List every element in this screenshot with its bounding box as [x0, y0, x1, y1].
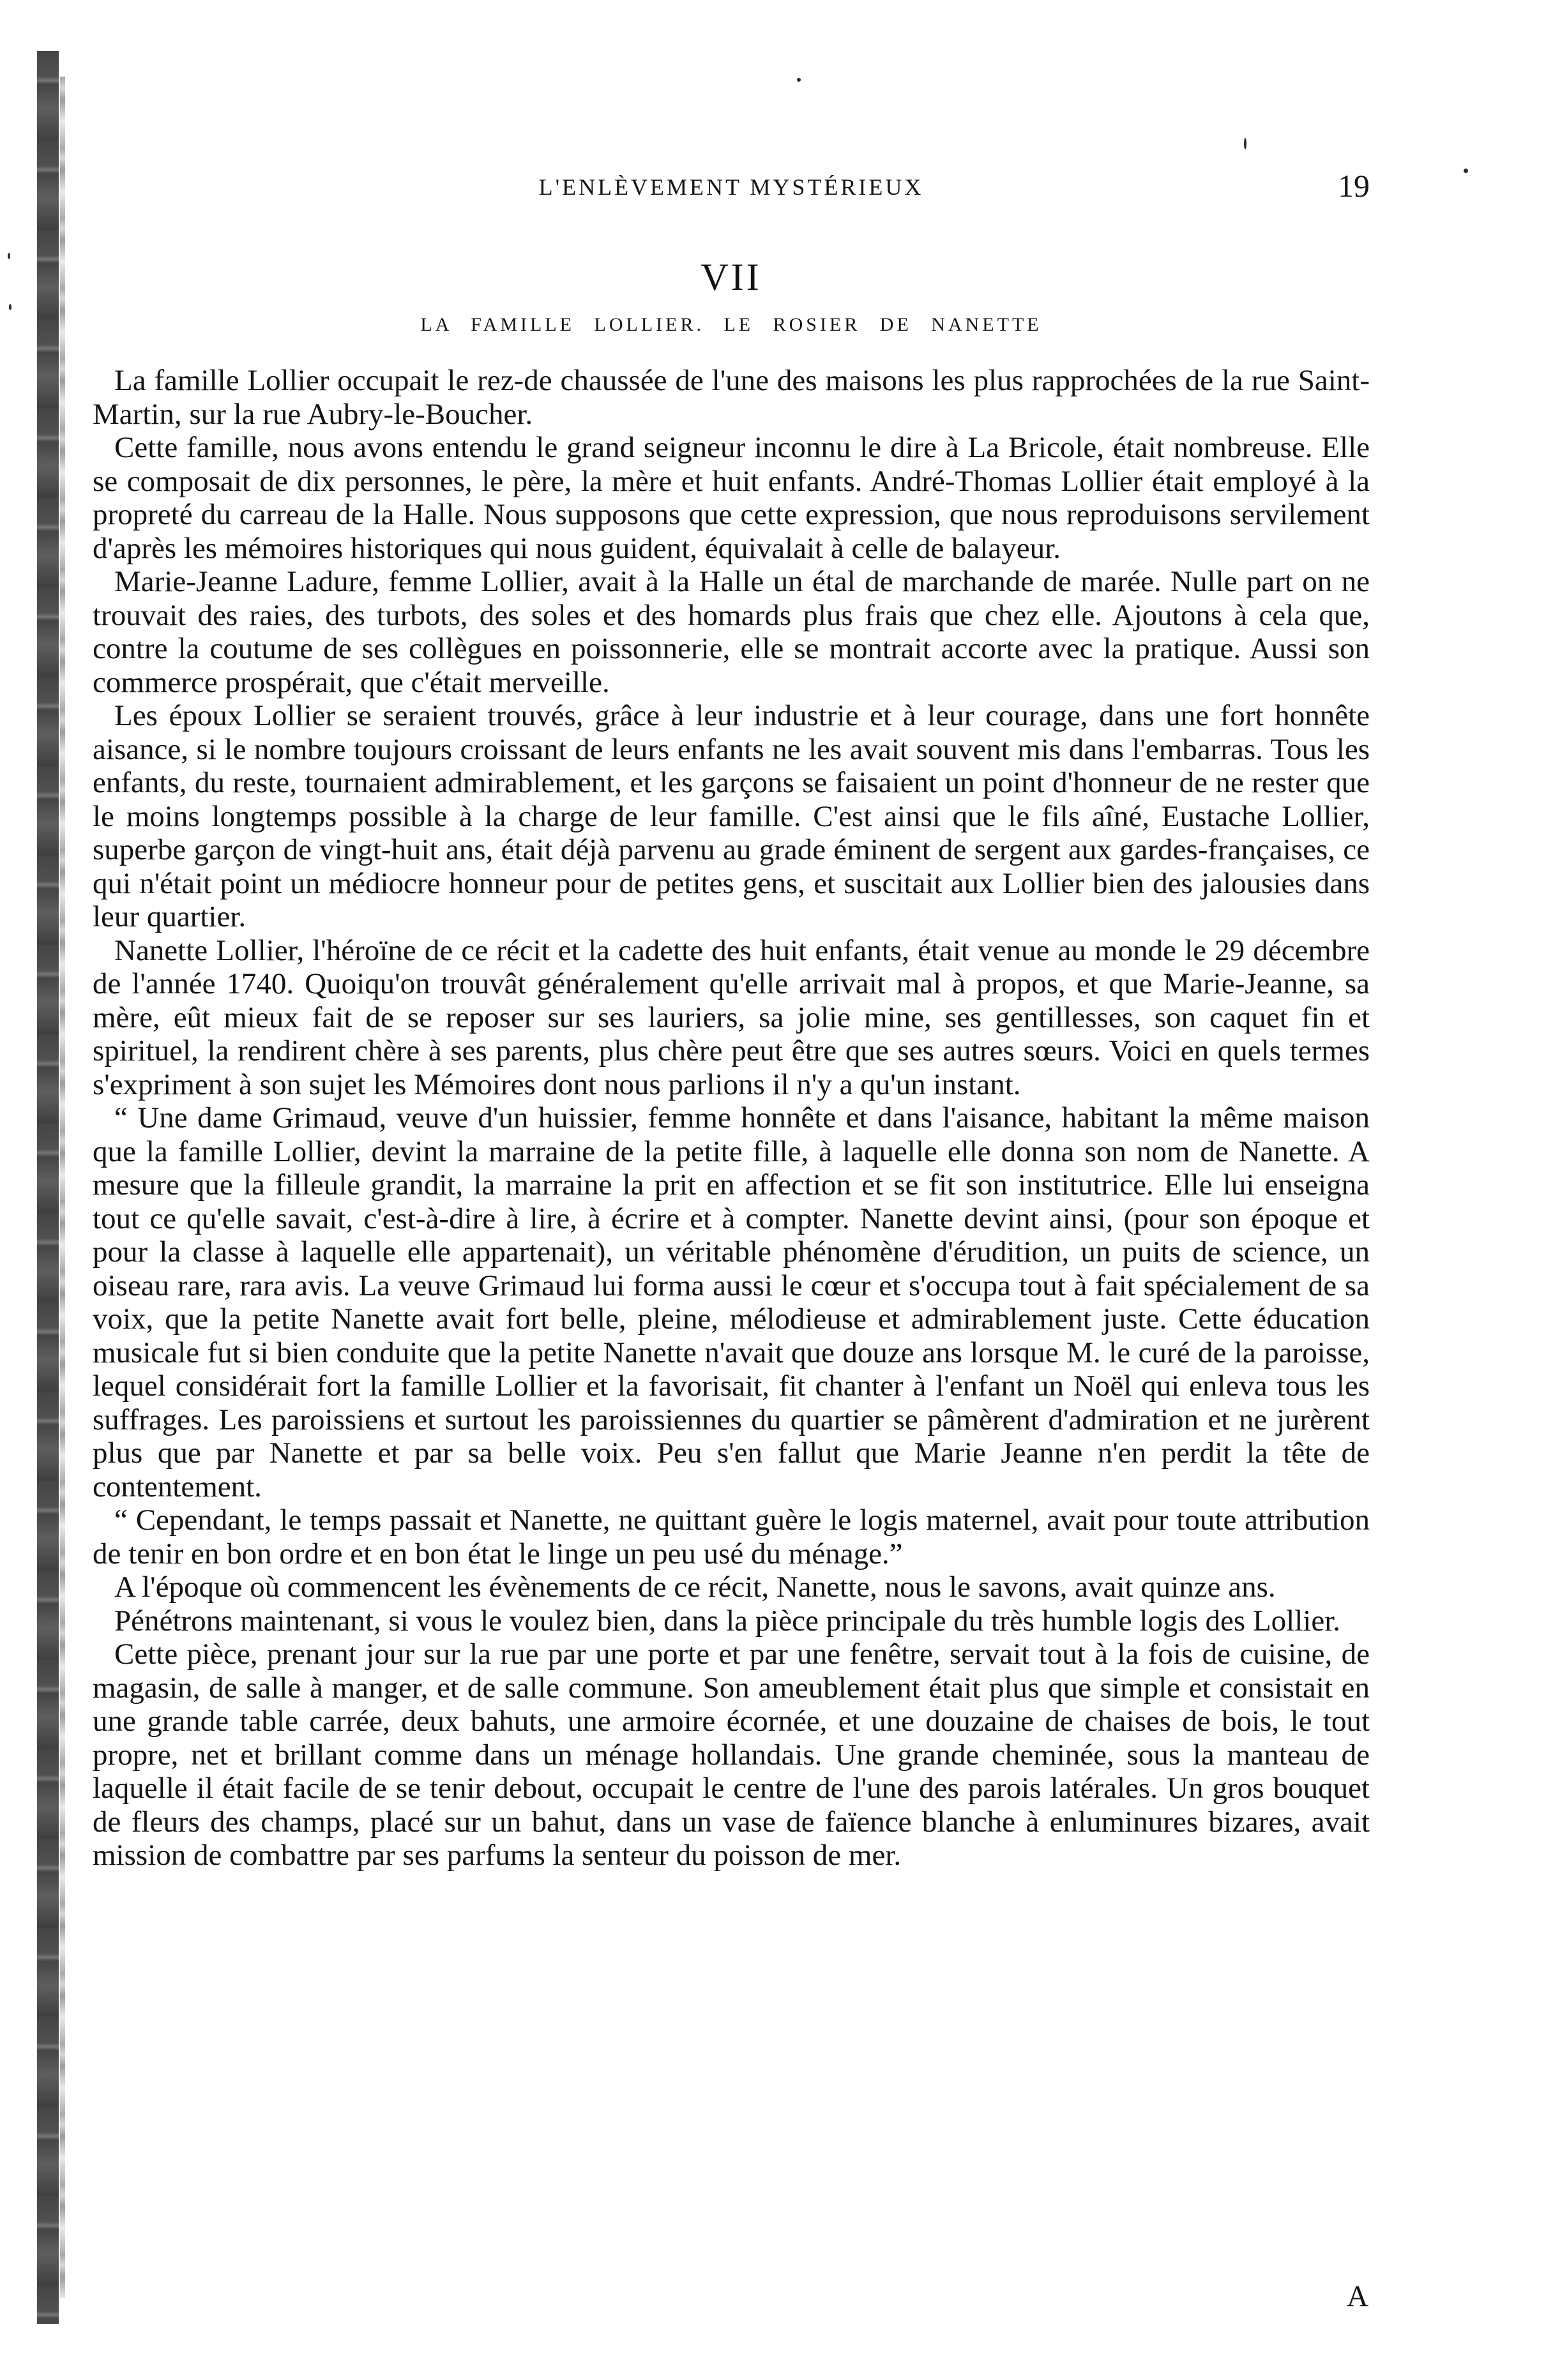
running-head-title: L'ENLÈVEMENT MYSTÉRIEUX [538, 174, 924, 200]
chapter-number: VII [701, 256, 762, 298]
page-number: 19 [1338, 168, 1370, 204]
chapter-title: LA FAMILLE LOLLIER. LE ROSIER DE NANETTE [420, 314, 1042, 335]
scan-binding-shadow [60, 77, 65, 2298]
scan-speck [797, 78, 801, 82]
book-page [93, 168, 1370, 2313]
paragraph: “ Une dame Grimaud, veuve d'un huissier, femme honnête et dans l'aisance, habitant la même maison que la famille Lollier, devint la marraine de la petite fille, à laquelle elle donna son nom de Nanette. A mesure que la filleule grandit, la marraine la prit en affection et se fit son institutrice. Elle lui enseigna tout ce qu'elle savait, c'est-à-dire à lire, à écrire et à compter. Nanette devint ainsi, (pour son époque et pour la classe à laquelle elle appartenait), un véritable phénomène d'érudition, un puits de science, un oiseau rare, rara avis. La veuve Grimaud lui forma aussi le cœur et s'occupa tout à fait spécialement de sa voix, que la petite Nanette avait fort belle, pleine, mélodieuse et admirablement juste. Cette éducation musicale fut si bien conduite que la petite Nanette n'avait que douze ans lorsque M. le curé de la paroisse, lequel considérait fort la famille Lollier et la favorisait, fit chanter à l'enfant un Noël qui enleva tous les suffrages. Les paroissiens et surtout les paroissiennes du quartier se pâmèrent d'admiration et ne jurèrent plus que par Nanette et par sa belle voix. Peu s'en fallut que Marie Jeanne n'en perdit la tête de contentement. [93, 1101, 1370, 1503]
catchword: A [1347, 2280, 1368, 2313]
paragraph: Cette famille, nous avons entendu le grand seigneur inconnu le dire à La Bricole, était nombreuse. Elle se composait de dix personnes, le père, la mère et huit enfants. André-Thomas Lollier était employé à la propreté du carreau de la Halle. Nous supposons que cette expression, que nous reproduisons servilement d'après les mémoires historiques qui nous guident, équivalait à celle de balayeur. [93, 431, 1370, 565]
paragraph: A l'époque où commencent les évènements de ce récit, Nanette, nous le savons, avait quinze ans. [114, 1570, 1276, 1604]
body-text [93, 364, 1370, 1872]
scan-binding-edge [37, 51, 59, 2324]
paragraph: Marie-Jeanne Ladure, femme Lollier, avait à la Halle un étal de marchande de marée. Nulle part on ne trouvait des raies, des turbots, des soles et des homards plus frais que chez elle. Ajoutons à cela que, contre la coutume de ses collègues en poissonnerie, elle se montrait accorte avec la pratique. Aussi son commerce prospérait, que c'était merveille. [93, 565, 1370, 699]
scan-speck [9, 304, 11, 310]
paragraph: Pénétrons maintenant, si vous le voulez bien, dans la pièce principale du très humble logis des Lollier. [114, 1604, 1341, 1638]
paragraph: Cette pièce, prenant jour sur la rue par une porte et par une fenêtre, servait tout à la fois de cuisine, de magasin, de salle à manger, et de salle commune. Son ameublement était plus que simple et consistait en une grande table carrée, deux bahuts, une armoire écornée, et une douzaine de chaises de bois, le tout propre, net et brillant comme dans un ménage hollandais. Une grande cheminée, sous la manteau de laquelle il était facile de se tenir debout, occupait le centre de l'une des parois latérales. Un gros bouquet de fleurs des champs, placé sur un bahut, dans un vase de faïence blanche à enluminures bizares, avait mission de combattre par ses parfums la senteur du poisson de mer. [93, 1638, 1370, 1872]
scan-speck [1244, 138, 1246, 149]
paragraph: “ Cependant, le temps passait et Nanette, ne quittant guère le logis maternel, avait pour toute attribution de tenir en bon ordre et en bon état le linge un peu usé du ménage.” [93, 1503, 1370, 1570]
paragraph: Les époux Lollier se seraient trouvés, grâce à leur industrie et à leur courage, dans une fort honnête aisance, si le nombre toujours croissant de leurs enfants ne les avait souvent mis dans l'embarras. Tous les enfants, du reste, tournaient admirablement, et les garçons se faisaient un point d'honneur de ne rester que le moins longtemps possible à la charge de leur famille. C'est ainsi que le fils aîné, Eustache Lollier, superbe garçon de vingt-huit ans, était déjà parvenu au grade éminent de sergent aux gardes-françaises, ce qui n'était point un médiocre honneur pour de petites gens, et suscitait aux Lollier bien des jalousies dans leur quartier. [93, 699, 1370, 933]
paragraph: Nanette Lollier, l'héroïne de ce récit et la cadette des huit enfants, était venue au monde le 29 décembre de l'année 1740. Quoiqu'on trouvât généralement qu'elle arrivait mal à propos, et que Marie-Jeanne, sa mère, eût mieux fait de se reposer sur ses lauriers, sa jolie mine, ses gentillesses, son caquet fin et spirituel, la rendirent chère à ses parents, plus chère peut être que ses autres sœurs. Voici en quels termes s'expriment à son sujet les Mémoires dont nous parlions il n'y a qu'un instant. [93, 933, 1370, 1101]
scan-speck [1464, 169, 1468, 173]
running-head [93, 168, 1370, 211]
scan-speck [8, 253, 10, 259]
paragraph: La famille Lollier occupait le rez-de chaussée de l'une des maisons les plus rapprochées de la rue Saint-Martin, sur la rue Aubry-le-Boucher. [93, 364, 1370, 431]
